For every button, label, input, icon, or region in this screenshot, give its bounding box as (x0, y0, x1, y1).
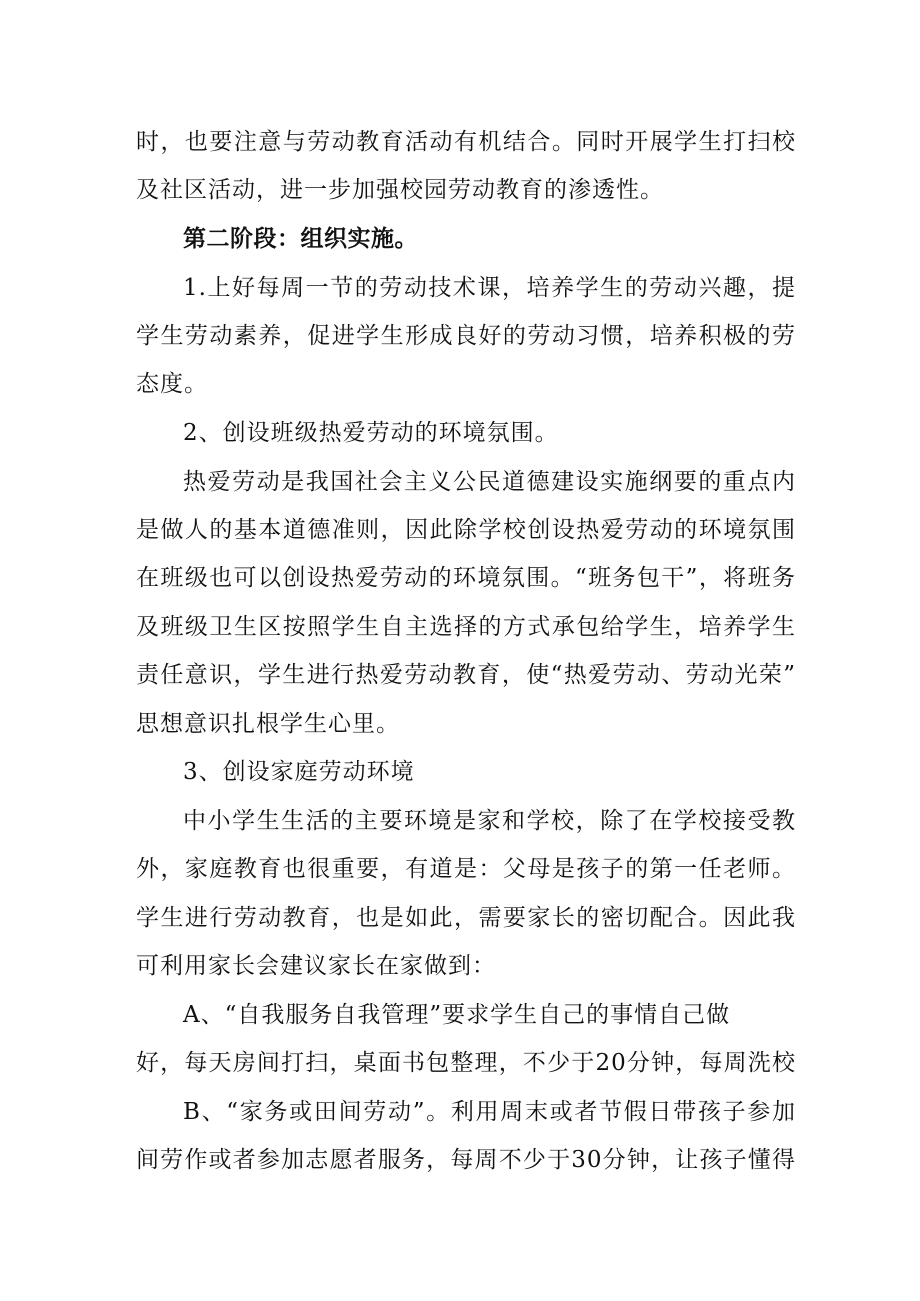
paragraph-line: 可利用家长会建议家长在家做到： (136, 953, 496, 979)
paragraph-line: 热爱劳动是我国社会主义公民道德建设实施纲要的重点内 (183, 469, 796, 495)
paragraph-line: 在班级也可以创设热爱劳动的环境氛围。“班务包干”，将班务 (136, 565, 796, 591)
section-heading: 第二阶段：组织实施。 (183, 226, 418, 252)
list-item-a: A、“自我服务自我管理”要求学生自己的事情自己做 (183, 1002, 731, 1028)
paragraph-line: 态度。 (136, 371, 208, 397)
paragraph-line: 责任意识，学生进行热爱劳动教育，使“热爱劳动、劳动光荣” (136, 662, 796, 688)
paragraph-line: 时，也要注意与劳动教育活动有机结合。同时开展学生打扫校 (136, 129, 796, 155)
list-item-2: 2、创设班级热爱劳动的环境氛围。 (183, 420, 559, 446)
paragraph-line: 及班级卫生区按照学生自主选择的方式承包给学生，培养学生 (136, 614, 796, 640)
paragraph-line: 好，每天房间打扫，桌面书包整理，不少于20分钟，每周洗校 (136, 1050, 796, 1076)
paragraph-line: 学生劳动素养，促进学生形成良好的劳动习惯，培养积极的劳 (136, 323, 796, 349)
paragraph-line: 学生进行劳动教育，也是如此，需要家长的密切配合。因此我 (136, 905, 796, 931)
list-item-1: 1.上好每周一节的劳动技术课，培养学生的劳动兴趣，提 (183, 275, 796, 301)
list-item-b: B、“家务或田间劳动”。利用周末或者节假日带孩子参加 (183, 1099, 796, 1125)
list-item-3: 3、创设家庭劳动环境 (183, 759, 415, 785)
paragraph-line: 思想意识扎根学生心里。 (136, 711, 400, 737)
paragraph-line: 间劳作或者参加志愿者服务，每周不少于30分钟，让孩子懂得 (136, 1147, 796, 1173)
paragraph-line: 中小学生生活的主要环境是家和学校，除了在学校接受教 (183, 808, 796, 834)
paragraph-line: 是做人的基本道德准则，因此除学校创设热爱劳动的环境氛围 (136, 517, 796, 543)
paragraph-line: 外，家庭教育也很重要，有道是：父母是孩子的第一任老师。 (136, 856, 796, 882)
paragraph-line: 及社区活动，进一步加强校园劳动教育的渗透性。 (136, 177, 664, 203)
